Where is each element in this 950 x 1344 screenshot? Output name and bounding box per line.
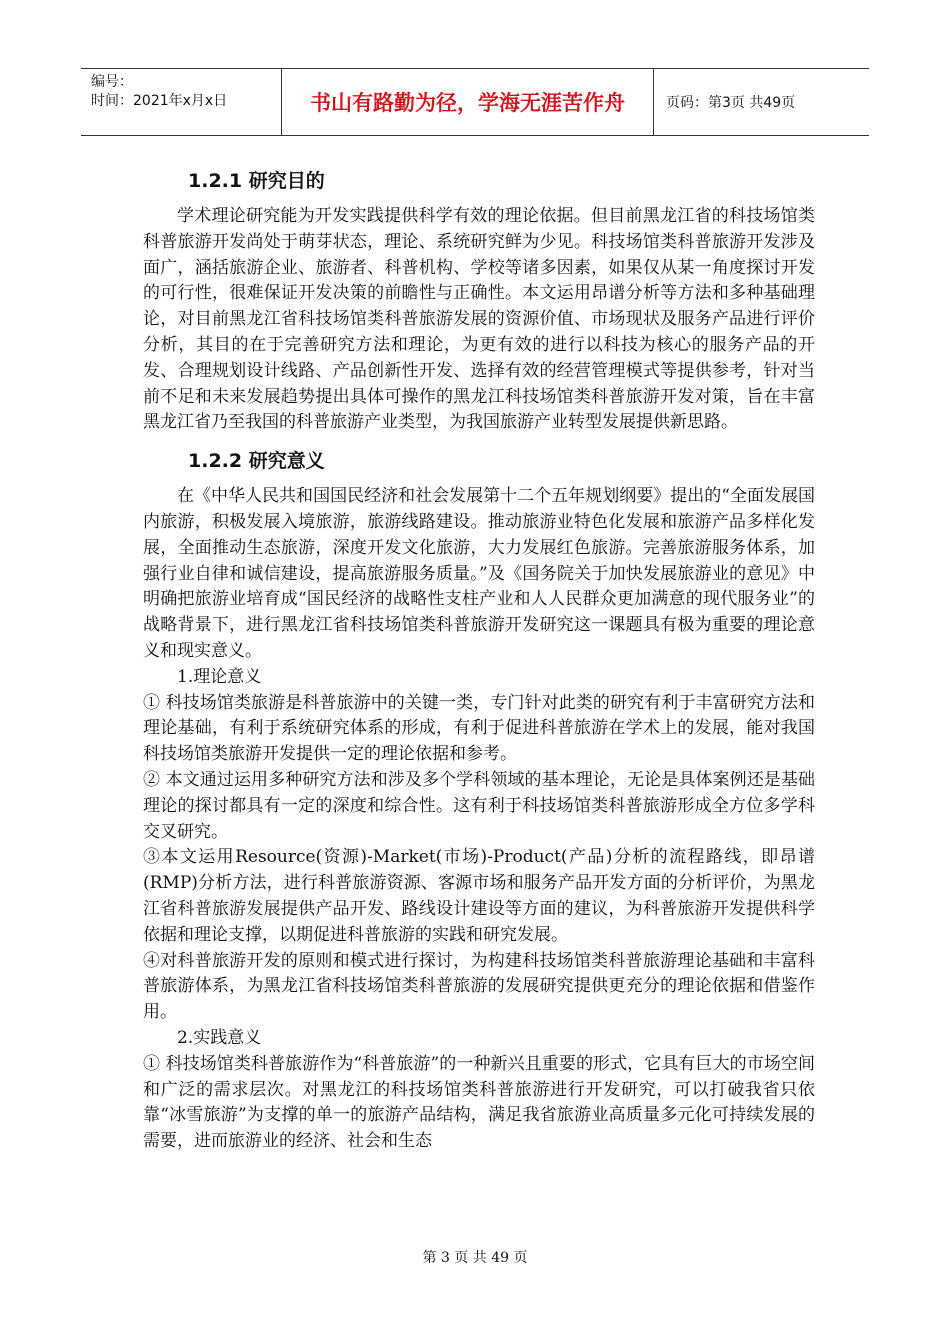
list-item: ③本文运用Resource(资源)-Market(市场)-Product(产品)分析的流程路线，即昂谱(RMP)分析方法，进行科普旅游资源、客源市场和服务产品开发方面的分析评价，为黑龙江省科普旅游发展提供产品开发、路线设计建设等方面的建议，为科普旅游开发提供科学依据和理论支撑，以期促进科普旅游的实践和研究发展。	[143, 847, 815, 945]
body-paragraph: 在《中华人民共和国国民经济和社会发展第十二个五年规划纲要》提出的“全面发展国内旅游，积极发展入境旅游，旅游线路建设。推动旅游业特色化发展和旅游产品多样化发展，全面推动生态旅游，深度开发文化旅游，大力发展红色旅游。完善旅游服务体系，加强行业自律和诚信建设，提高旅游服务质量。”及《国务院关于加快发展旅游业的意见》中明确把旅游业培育成“国民经济的战略性支柱产业和人人民群众更加满意的现代服务业”的战略背景下，进行黑龙江省科技场馆类科普旅游开发研究这一课题具有极为重要的理论意义和现实意义。	[143, 486, 815, 661]
section-research-significance	[143, 448, 815, 665]
section-heading: 1.2.2 研究意义	[188, 450, 325, 473]
list-item: ① 科技场馆类科普旅游作为“科普旅游”的一种新兴且重要的形式，它具有巨大的市场空间和广泛的需求层次。对黑龙江的科技场馆类科普旅游进行开发研究，可以打破我省只依靠“冰雪旅游”为支撑的单一的旅游产品结构，满足我省旅游业高质量多元化可持续发展的需要，进而旅游业的经济、社会和生态	[143, 1053, 815, 1152]
section-research-purpose	[143, 168, 815, 436]
document-body	[143, 168, 815, 1155]
subsection-label: 2.实践意义	[177, 1027, 262, 1048]
list-item: ① 科技场馆类旅游是科普旅游中的关键一类，专门针对此类的研究有利于丰富研究方法和理论基础，有利于系统研究体系的形成，有利于促进科普旅游在学术上的发展，能对我国科技场馆类旅游开发提供一定的理论依据和参考。	[143, 692, 815, 765]
subsection-label: 1.理论意义	[177, 666, 262, 687]
section-heading: 1.2.1 研究目的	[188, 170, 325, 192]
header-meta	[81, 69, 282, 135]
theory-significance	[143, 665, 815, 1026]
page-header	[81, 68, 869, 136]
date-label: 时间：2021年x月x日	[91, 93, 228, 109]
page-footer: 第 3 页 共 49 页	[422, 1250, 528, 1266]
header-page-info: 页码：第3页 共49页	[666, 95, 796, 111]
list-item: ④对科普旅游开发的原则和模式进行探讨，为构建科技场馆类科普旅游理论基础和丰富科普旅游体系，为黑龙江省科技场馆类科普旅游的发展研究提供更充分的理论依据和借鉴作用。	[143, 950, 815, 1023]
body-paragraph: 学术理论研究能为开发实践提供科学有效的理论依据。但目前黑龙江省的科技场馆类科普旅游开发尚处于萌芽状态，理论、系统研究鲜为少见。科技场馆类科普旅游开发涉及面广，涵括旅游企业、旅游者、科普机构、学校等诸多因素，如果仅从某一角度探讨开发的可行性，很难保证开发决策的前瞻性与正确性。本文运用昂谱分析等方法和多种基础理论，对目前黑龙江省科技场馆类科普旅游发展的资源价值、市场现状及服务产品进行评价分析，其目的在于完善研究方法和理论，为更有效的进行以科技为核心的服务产品的开发、合理规划设计线路、产品创新性开发、选择有效的经营管理模式等提供参考，针对当前不足和未来发展趋势提出具体可操作的黑龙江科技场馆类科普旅游开发对策，旨在丰富黑龙江省乃至我国的科普旅游产业类型，为我国旅游产业转型发展提供新思路。	[143, 206, 815, 433]
serial-number-label: 编号：	[91, 74, 133, 90]
practice-significance	[143, 1026, 815, 1155]
header-motto: 书山有路勤为径，学海无涯苦作舟	[282, 69, 654, 135]
list-item: ② 本文通过运用多种研究方法和涉及多个学科领域的基本理论，无论是具体案例还是基础理论的探讨都具有一定的深度和综合性。这有利于科技场馆类科普旅游形成全方位多学科交叉研究。	[143, 769, 815, 842]
